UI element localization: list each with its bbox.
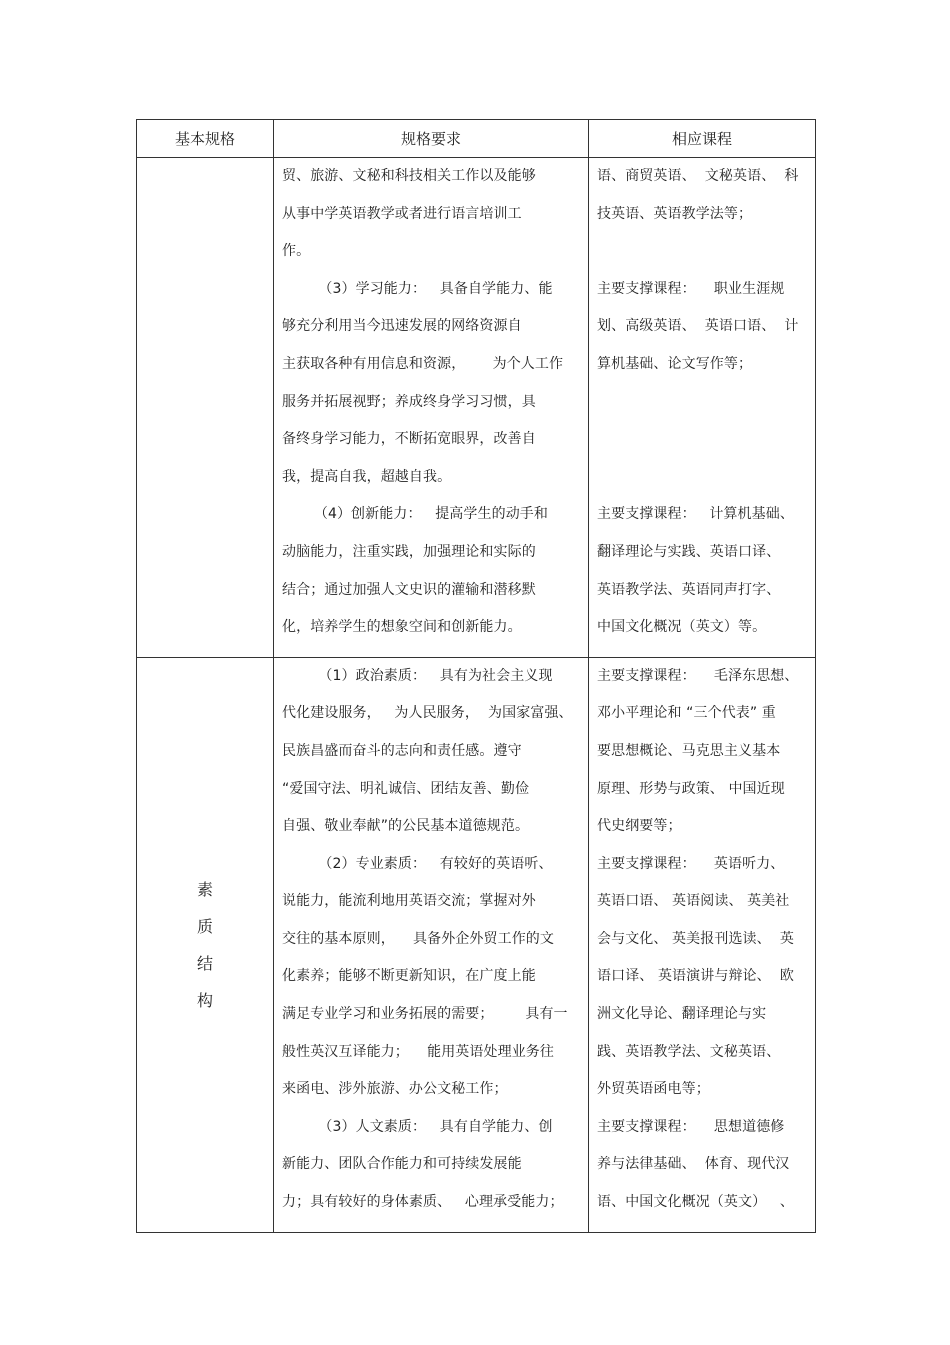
course-line: 外贸英语函电等； xyxy=(597,1081,710,1098)
requirements-cell xyxy=(274,657,589,1232)
courses-cell xyxy=(589,657,816,1232)
requirement-line: 服务并拓展视野；养成终身学习习惯，具 xyxy=(282,393,536,410)
course-line: 主要支撑课程： 思想道德修 xyxy=(597,1118,785,1135)
courses-text xyxy=(589,658,815,1232)
requirement-line: 力；具有较好的身体素质、 心理承受能力； xyxy=(282,1194,564,1211)
requirement-line: （3）学习能力： 具备自学能力、能 xyxy=(282,280,553,297)
header-row xyxy=(137,120,816,158)
requirement-line: 般性英汉互译能力； 能用英语处理业务往 xyxy=(282,1043,554,1060)
course-line: 主要支撑课程： 计算机基础、 xyxy=(597,506,794,523)
course-line: 技英语、英语教学法等； xyxy=(597,205,753,222)
requirement-line: （4）创新能力： 提高学生的动手和 xyxy=(282,506,549,523)
course-line: 洲文化导论、翻译理论与实 xyxy=(597,1006,767,1023)
courses-cell xyxy=(589,158,816,658)
header-basic-spec: 基本规格 xyxy=(137,120,274,158)
requirement-line: 民族昌盛而奋斗的志向和责任感。遵守 xyxy=(282,742,522,759)
requirement-line: 来函电、涉外旅游、办公文秘工作； xyxy=(282,1081,508,1098)
requirement-line: 自强、敬业奉献”的公民基本道德规范。 xyxy=(282,818,530,835)
requirement-line: 化素养；能够不断更新知识，在广度上能 xyxy=(282,968,536,985)
requirement-line: 化，培养学生的想象空间和创新能力。 xyxy=(282,619,522,636)
table-row xyxy=(137,158,816,658)
requirements-text xyxy=(274,658,588,1232)
category-char: 结 xyxy=(196,953,213,973)
requirement-line: （1）政治素质： 具有为社会主义现 xyxy=(282,667,553,684)
requirement-line: 新能力、团队合作能力和可持续发展能 xyxy=(282,1156,522,1173)
requirement-line: 贸、旅游、文秘和科技相关工作以及能够 xyxy=(282,168,536,184)
requirement-line: 代化建设服务， 为人民服务， 为国家富强、 xyxy=(282,705,573,722)
requirement-line: 主获取各种有用信息和资源， 为个人工作 xyxy=(282,355,564,372)
course-line: 养与法律基础、 体育、现代汉 xyxy=(597,1156,790,1173)
course-line: 邓小平理论和 “三个代表” 重 xyxy=(597,705,776,722)
requirement-line: 交往的基本原则， 具备外企外贸工作的文 xyxy=(282,930,554,947)
course-line: 践、英语教学法、文秘英语、 xyxy=(597,1043,781,1060)
course-line: 英语口语、 英语阅读、 英美社 xyxy=(597,893,790,910)
course-line: 会与文化、 英美报刊选读、 英 xyxy=(597,930,794,947)
header-requirements: 规格要求 xyxy=(274,120,589,158)
course-line: 算机基础、论文写作等； xyxy=(597,355,753,372)
course-line: 主要支撑课程： 职业生涯规 xyxy=(597,280,785,297)
category-char: 构 xyxy=(196,990,213,1010)
category-cell xyxy=(137,657,274,1232)
course-line: 主要支撑课程： 毛泽东思想、 xyxy=(597,667,799,684)
course-line: 语口译、 英语演讲与辩论、 欧 xyxy=(597,968,794,985)
courses-text xyxy=(589,158,815,657)
requirement-line: 作。 xyxy=(282,243,311,260)
course-line: 代史纲要等； xyxy=(597,818,682,835)
course-line: 主要支撑课程： 英语听力、 xyxy=(597,855,785,872)
course-line xyxy=(597,469,815,507)
course-line: 翻译理论与实践、英语口译、 xyxy=(597,543,781,560)
requirement-line: 结合；通过加强人文史识的灌输和潜移默 xyxy=(282,581,536,598)
requirement-line: 从事中学英语教学或者进行语言培训工 xyxy=(282,205,522,222)
requirement-line: （3）人文素质： 具有自学能力、创 xyxy=(282,1118,553,1135)
table-row xyxy=(137,657,816,1232)
requirement-line: 备终身学习能力，不断拓宽眼界，改善自 xyxy=(282,431,536,448)
requirement-line: （2）专业素质： 有较好的英语听、 xyxy=(282,855,553,872)
course-line xyxy=(597,431,815,469)
header-courses: 相应课程 xyxy=(589,120,816,158)
course-line: 中国文化概况（英文）等。 xyxy=(597,619,767,636)
requirements-cell xyxy=(274,158,589,658)
course-line: 语、商贸英语、 文秘英语、 科 xyxy=(597,168,799,184)
category-char: 素 xyxy=(196,879,213,899)
course-line: 原理、形势与政策、 中国近现 xyxy=(597,780,785,797)
course-line xyxy=(597,243,815,281)
course-line: 要思想概论、马克思主义基本 xyxy=(597,742,781,759)
requirement-line: 够充分利用当今迅速发展的网络资源自 xyxy=(282,318,522,335)
category-label xyxy=(137,871,273,1019)
category-cell xyxy=(137,158,274,658)
course-line: 英语教学法、英语同声打字、 xyxy=(597,581,781,598)
requirements-text xyxy=(274,158,588,657)
requirement-line: 动脑能力，注重实践，加强理论和实际的 xyxy=(282,543,536,560)
course-line: 语、中国文化概况（英文） 、 xyxy=(597,1194,794,1211)
requirement-line: 说能力，能流利地用英语交流；掌握对外 xyxy=(282,893,536,910)
course-line xyxy=(597,394,815,432)
requirement-line: 满足专业学习和业务拓展的需要； 具有一 xyxy=(282,1006,568,1023)
course-line: 划、高级英语、 英语口语、 计 xyxy=(597,318,799,335)
requirement-line: 我，提高自我，超越自我。 xyxy=(282,468,452,485)
requirement-line: “爱国守法、明礼诚信、团结友善、勤俭 xyxy=(282,780,530,797)
category-char: 质 xyxy=(196,916,213,936)
spec-table xyxy=(136,119,816,1233)
